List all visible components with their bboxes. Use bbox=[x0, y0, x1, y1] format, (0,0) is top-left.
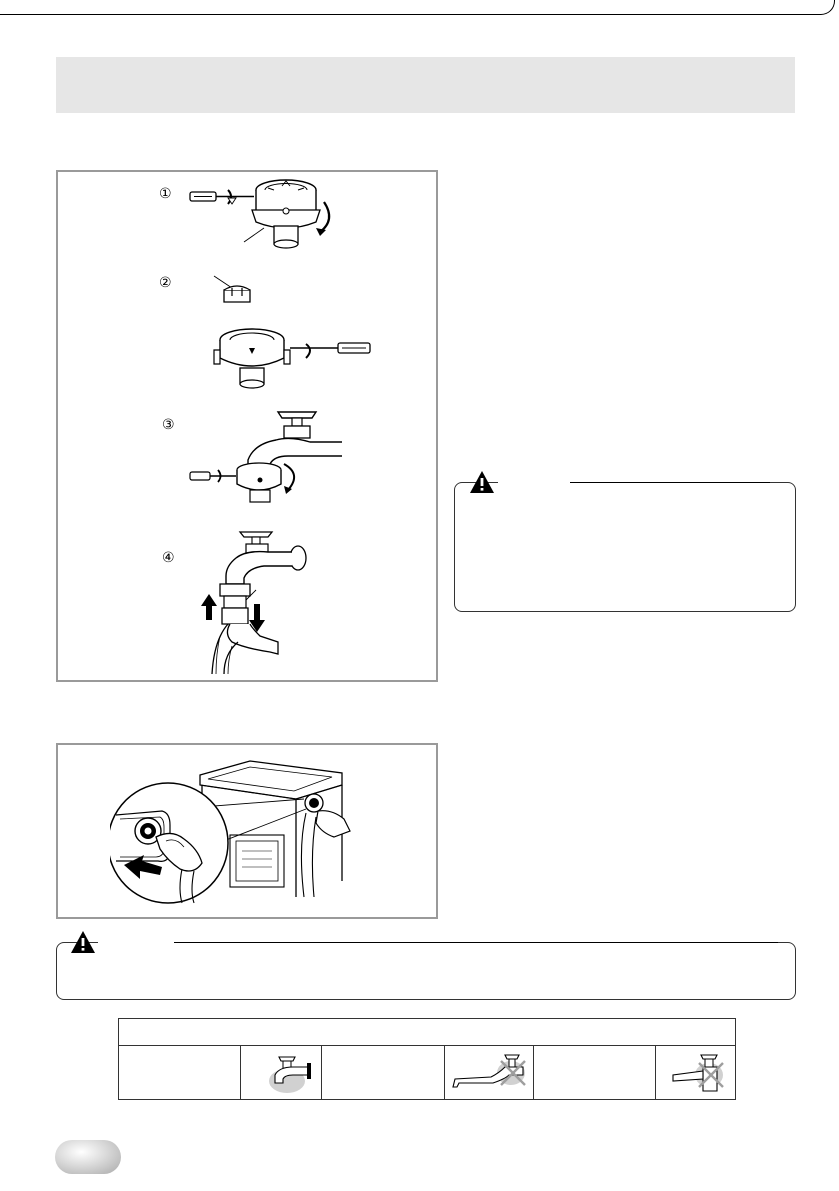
caution-title-gap bbox=[98, 942, 174, 943]
caution-box-bottom bbox=[56, 942, 796, 1000]
caution-title-gap bbox=[498, 482, 570, 483]
tap-type-table bbox=[118, 1018, 736, 1100]
table-col-divider bbox=[444, 1045, 445, 1099]
step-4-number: ④ bbox=[162, 550, 175, 566]
step-2-number: ② bbox=[159, 275, 172, 291]
page-number-tab bbox=[55, 1140, 121, 1174]
table-col-divider bbox=[321, 1045, 322, 1099]
top-rule-corner bbox=[814, 0, 835, 15]
standard-tap-icon bbox=[261, 1053, 317, 1095]
square-tap-icon bbox=[667, 1051, 729, 1095]
table-col-divider bbox=[655, 1045, 656, 1099]
section-header-banner bbox=[56, 57, 795, 113]
caution-title-rule bbox=[174, 942, 778, 943]
step-3-illustration bbox=[184, 404, 354, 504]
step-1-illustration bbox=[188, 176, 368, 256]
top-rule bbox=[0, 14, 814, 15]
table-col-divider bbox=[240, 1045, 241, 1099]
caution-title-rule bbox=[570, 482, 770, 483]
hose-connection-illustration bbox=[110, 757, 360, 915]
table-header-rule bbox=[119, 1045, 735, 1046]
tap-adapter-steps-panel bbox=[56, 170, 438, 682]
step-2-illustration bbox=[188, 264, 388, 394]
step-1-number: ① bbox=[159, 186, 172, 202]
step-4-illustration bbox=[194, 524, 324, 674]
table-col-divider bbox=[533, 1045, 534, 1099]
warning-triangle-icon bbox=[469, 470, 495, 494]
step-3-number: ③ bbox=[162, 417, 175, 433]
long-spout-tap-icon bbox=[449, 1051, 531, 1095]
hose-connection-panel bbox=[56, 743, 438, 919]
warning-triangle-icon bbox=[70, 930, 96, 954]
caution-box-right bbox=[454, 482, 796, 612]
